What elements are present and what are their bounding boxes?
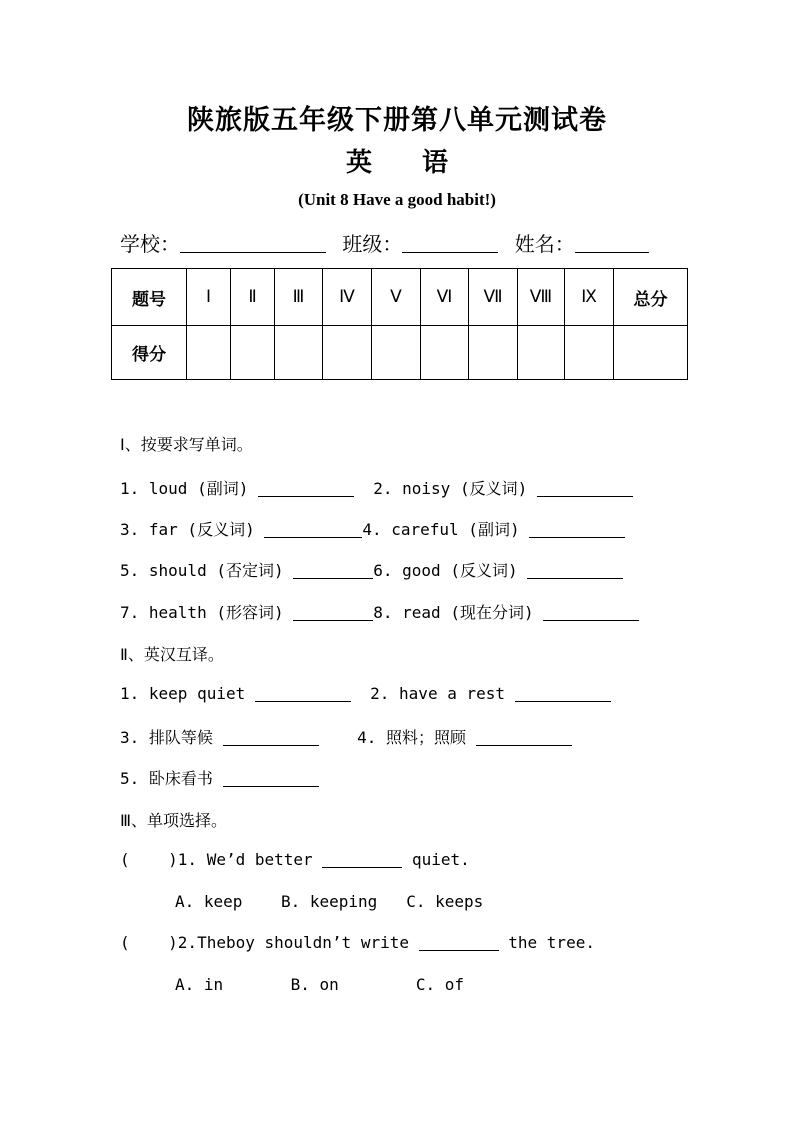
answer-blank[interactable] [543,606,639,621]
answer-blank[interactable] [537,482,633,497]
page-title: 陕旅版五年级下册第八单元测试卷 [187,105,607,136]
q2-stem: 2.Theboy shouldn’t write [177,933,409,952]
score-cell[interactable] [421,326,469,380]
col-3: Ⅲ [275,269,323,326]
score-label: 得分 [112,326,187,380]
q1-options [175,892,483,911]
score-table-header-row [112,269,688,326]
score-table [111,268,688,380]
q2-option-c[interactable]: C. of [415,975,465,994]
unit-subtitle: (Unit 8 Have a good habit!) [298,190,496,209]
answer-blank[interactable] [322,853,402,868]
class-label: 班级： [342,232,403,256]
score-cell[interactable] [372,326,421,380]
score-cell[interactable] [275,326,323,380]
score-cell[interactable] [187,326,231,380]
class-blank[interactable] [402,232,498,253]
s2-item-2: 2. have a rest [370,684,505,703]
section-1-row-2 [120,517,625,540]
s1-item-2: 2. noisy (反义词) [373,479,528,498]
q1-option-c[interactable]: C. keeps [406,892,484,911]
col-1: Ⅰ [187,269,231,326]
col-9: Ⅸ [565,269,614,326]
score-cell[interactable] [323,326,372,380]
score-cell[interactable] [231,326,275,380]
section-1-heading: Ⅰ、按要求写单词。 [120,435,253,454]
col-8: Ⅷ [518,269,565,326]
section-2-row-1 [120,684,611,703]
section-2-heading: Ⅱ、英汉互译。 [120,645,224,664]
q2-stem-end: the tree. [508,933,595,952]
answer-paren[interactable]: ( ) [120,850,178,869]
mc-question-2 [120,933,595,952]
total-label: 总分 [614,269,688,326]
q1-option-b[interactable]: B. keeping [280,892,378,911]
subject-char-2: 语 [422,148,449,178]
school-label: 学校： [120,232,180,256]
score-table-score-row [112,326,688,380]
section-2-row-2 [120,725,572,748]
col-5: Ⅴ [372,269,421,326]
answer-blank[interactable] [419,936,499,951]
answer-blank[interactable] [223,731,319,746]
score-cell[interactable] [469,326,518,380]
section-2-row-3 [120,766,319,789]
answer-blank[interactable] [293,564,373,579]
subject-char-1: 英 [345,148,372,178]
q2-option-a[interactable]: A. in [175,975,224,994]
q1-stem: 1. We’d better [177,850,313,869]
col-2: Ⅱ [231,269,275,326]
s2-item-4: 4. 照料；照顾 [357,728,466,747]
q1-stem-end: quiet. [411,850,470,869]
s1-item-1: 1. loud (副词) [120,479,249,498]
score-cell[interactable] [518,326,565,380]
section-3-heading: Ⅲ、单项选择。 [120,811,228,830]
mc-question-1 [120,850,470,869]
s2-item-1: 1. keep quiet [120,684,246,703]
col-6: Ⅵ [421,269,469,326]
subject-title [0,142,794,179]
section-1-row-3 [120,558,623,581]
s2-item-3: 3. 排队等候 [120,728,213,747]
answer-blank[interactable] [529,523,625,538]
answer-blank[interactable] [515,687,611,702]
q2-option-b[interactable]: B. on [290,975,339,994]
s1-item-7: 7. health (形容词) [120,603,284,622]
s1-item-8: 8. read (现在分词) [373,603,534,622]
answer-blank[interactable] [223,772,319,787]
answer-paren[interactable]: ( ) [120,933,178,952]
s1-item-4: 4. careful (副词) [362,520,520,539]
student-info-line [120,228,680,257]
answer-blank[interactable] [264,523,362,538]
name-blank[interactable] [575,232,649,253]
s2-item-5: 5. 卧床看书 [120,769,213,788]
col-7: Ⅶ [469,269,518,326]
section-1-row-1 [120,476,633,499]
s1-item-5: 5. should (否定词) [120,561,284,580]
name-label: 姓名： [514,232,575,256]
answer-blank[interactable] [255,687,351,702]
col-4: Ⅳ [323,269,372,326]
total-score-cell[interactable] [614,326,688,380]
s1-item-3: 3. far (反义词) [120,520,255,539]
answer-blank[interactable] [293,606,373,621]
q1-option-a[interactable]: A. keep [175,892,243,911]
q2-options [175,975,464,994]
answer-blank[interactable] [527,564,623,579]
school-blank[interactable] [180,232,326,253]
score-cell[interactable] [565,326,614,380]
s1-item-6: 6. good (反义词) [373,561,518,580]
answer-blank[interactable] [476,731,572,746]
section-1-row-4 [120,600,639,623]
answer-blank[interactable] [258,482,354,497]
question-number-label: 题号 [112,269,187,326]
